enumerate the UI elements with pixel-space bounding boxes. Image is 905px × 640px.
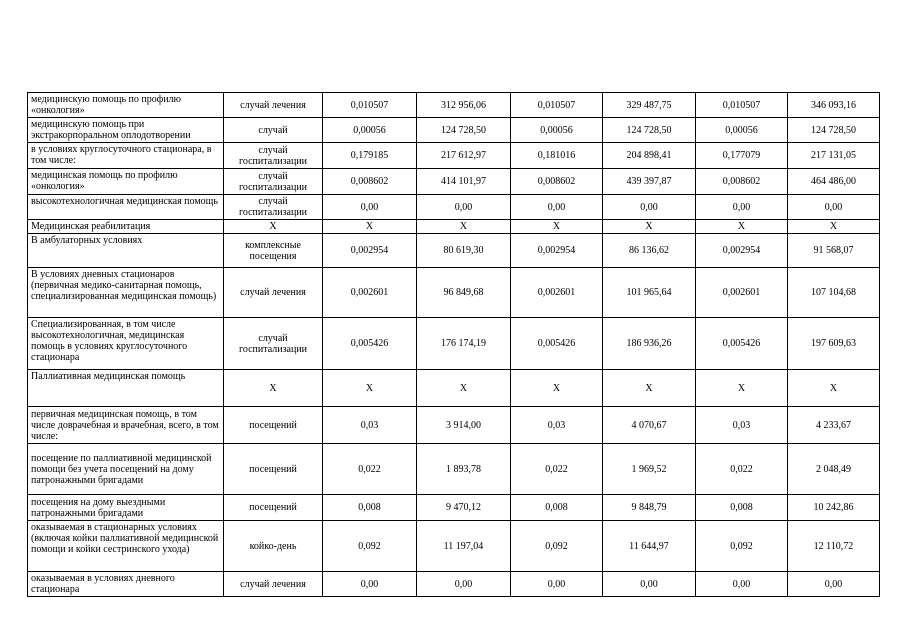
- row-unit-cell: комплексные посещения: [224, 234, 323, 268]
- value-cell: Х: [323, 370, 417, 407]
- value-cell: 0,179185: [323, 143, 417, 169]
- value-cell: 9 470,12: [417, 495, 511, 521]
- value-cell: 0,002601: [696, 268, 788, 318]
- row-unit-cell: посещений: [224, 407, 323, 444]
- table-row: [28, 143, 880, 169]
- value-cell: 12 110,72: [788, 521, 880, 572]
- row-name-cell: медицинскую помощь по профилю «онкология»: [28, 93, 224, 118]
- row-unit-cell: случай госпитализации: [224, 169, 323, 195]
- value-cell: 0,00: [323, 572, 417, 597]
- row-unit-cell: посещений: [224, 495, 323, 521]
- value-cell: 0,005426: [511, 318, 603, 370]
- value-cell: 0,092: [323, 521, 417, 572]
- value-cell: Х: [417, 370, 511, 407]
- value-cell: 0,002601: [511, 268, 603, 318]
- value-cell: 217 612,97: [417, 143, 511, 169]
- row-name-cell: в условиях круглосуточного стационара, в том числе:: [28, 143, 224, 169]
- value-cell: 312 956,06: [417, 93, 511, 118]
- value-cell: 0,005426: [323, 318, 417, 370]
- table-row: [28, 118, 880, 143]
- value-cell: Х: [788, 220, 880, 234]
- row-unit-cell: случай лечения: [224, 572, 323, 597]
- value-cell: 0,00: [511, 572, 603, 597]
- value-cell: 204 898,41: [603, 143, 696, 169]
- value-cell: 91 568,07: [788, 234, 880, 268]
- row-unit-cell: случай госпитализации: [224, 195, 323, 220]
- value-cell: 0,00: [417, 195, 511, 220]
- value-cell: 0,008602: [511, 169, 603, 195]
- value-cell: 464 486,00: [788, 169, 880, 195]
- row-name-cell: В амбулаторных условиях: [28, 234, 224, 268]
- table-row: [28, 370, 880, 407]
- table-row: [28, 572, 880, 597]
- value-cell: 0,00: [603, 572, 696, 597]
- value-cell: 0,00: [788, 572, 880, 597]
- value-cell: 0,005426: [696, 318, 788, 370]
- value-cell: 0,03: [511, 407, 603, 444]
- table-body: [28, 93, 880, 597]
- value-cell: 0,010507: [696, 93, 788, 118]
- table-row: [28, 93, 880, 118]
- row-unit-cell: случай лечения: [224, 268, 323, 318]
- row-unit-cell: случай госпитализации: [224, 143, 323, 169]
- table-row: [28, 268, 880, 318]
- value-cell: 197 609,63: [788, 318, 880, 370]
- value-cell: 0,008602: [696, 169, 788, 195]
- value-cell: Х: [417, 220, 511, 234]
- value-cell: 0,022: [511, 444, 603, 495]
- value-cell: 0,03: [696, 407, 788, 444]
- table-row: [28, 495, 880, 521]
- value-cell: 0,00: [696, 572, 788, 597]
- row-name-cell: первичная медицинская помощь, в том числе доврачебная и врачебная, всего, в том числе:: [28, 407, 224, 444]
- row-name-cell: посещение по паллиативной медицинской помощи без учета посещений на дому патронажными бригадами: [28, 444, 224, 495]
- value-cell: 10 242,86: [788, 495, 880, 521]
- row-unit-cell: Х: [224, 370, 323, 407]
- value-cell: 0,00: [417, 572, 511, 597]
- value-cell: 329 487,75: [603, 93, 696, 118]
- row-name-cell: медицинская помощь по профилю «онкология»: [28, 169, 224, 195]
- value-cell: 86 136,62: [603, 234, 696, 268]
- row-name-cell: Паллиативная медицинская помощь: [28, 370, 224, 407]
- value-cell: Х: [323, 220, 417, 234]
- row-unit-cell: посещений: [224, 444, 323, 495]
- value-cell: 0,002954: [323, 234, 417, 268]
- value-cell: 0,00: [788, 195, 880, 220]
- value-cell: 0,00056: [323, 118, 417, 143]
- value-cell: 346 093,16: [788, 93, 880, 118]
- value-cell: 1 893,78: [417, 444, 511, 495]
- value-cell: 0,03: [323, 407, 417, 444]
- table-row: [28, 220, 880, 234]
- value-cell: 124 728,50: [417, 118, 511, 143]
- value-cell: 176 174,19: [417, 318, 511, 370]
- value-cell: 0,181016: [511, 143, 603, 169]
- value-cell: 0,00: [603, 195, 696, 220]
- value-cell: 0,00: [511, 195, 603, 220]
- row-name-cell: В условиях дневных стационаров (первичная медико-санитарная помощь, специализированная медицинская помощь): [28, 268, 224, 318]
- row-name-cell: оказываемая в условиях дневного стационара: [28, 572, 224, 597]
- table-row: [28, 407, 880, 444]
- row-unit-cell: Х: [224, 220, 323, 234]
- value-cell: 0,002601: [323, 268, 417, 318]
- value-cell: 0,00056: [511, 118, 603, 143]
- row-name-cell: посещения на дому выездными патронажными бригадами: [28, 495, 224, 521]
- financial-table: [27, 92, 880, 597]
- value-cell: 0,00: [323, 195, 417, 220]
- table-row: [28, 169, 880, 195]
- row-unit-cell: случай госпитализации: [224, 318, 323, 370]
- value-cell: 0,010507: [511, 93, 603, 118]
- table-row: [28, 444, 880, 495]
- value-cell: 0,022: [696, 444, 788, 495]
- row-name-cell: высокотехнологичная медицинская помощь: [28, 195, 224, 220]
- table-row: [28, 195, 880, 220]
- value-cell: 1 969,52: [603, 444, 696, 495]
- value-cell: 3 914,00: [417, 407, 511, 444]
- table-row: [28, 318, 880, 370]
- value-cell: Х: [511, 220, 603, 234]
- value-cell: Х: [603, 220, 696, 234]
- value-cell: 107 104,68: [788, 268, 880, 318]
- value-cell: 0,092: [696, 521, 788, 572]
- value-cell: 0,092: [511, 521, 603, 572]
- row-name-cell: Медицинская реабилитация: [28, 220, 224, 234]
- value-cell: 186 936,26: [603, 318, 696, 370]
- value-cell: 4 233,67: [788, 407, 880, 444]
- value-cell: 2 048,49: [788, 444, 880, 495]
- row-unit-cell: койко-день: [224, 521, 323, 572]
- value-cell: 11 644,97: [603, 521, 696, 572]
- row-name-cell: медицинскую помощь при экстракорпоральном оплодотворении: [28, 118, 224, 143]
- table-row: [28, 234, 880, 268]
- value-cell: 0,008: [323, 495, 417, 521]
- value-cell: 124 728,50: [603, 118, 696, 143]
- value-cell: Х: [511, 370, 603, 407]
- value-cell: 439 397,87: [603, 169, 696, 195]
- value-cell: 0,177079: [696, 143, 788, 169]
- value-cell: 0,022: [323, 444, 417, 495]
- value-cell: 0,00056: [696, 118, 788, 143]
- value-cell: 414 101,97: [417, 169, 511, 195]
- value-cell: 0,00: [696, 195, 788, 220]
- row-unit-cell: случай: [224, 118, 323, 143]
- value-cell: Х: [696, 370, 788, 407]
- value-cell: 124 728,50: [788, 118, 880, 143]
- value-cell: 0,008: [696, 495, 788, 521]
- value-cell: Х: [603, 370, 696, 407]
- value-cell: 0,008: [511, 495, 603, 521]
- value-cell: 217 131,05: [788, 143, 880, 169]
- value-cell: 9 848,79: [603, 495, 696, 521]
- value-cell: 101 965,64: [603, 268, 696, 318]
- value-cell: 0,002954: [696, 234, 788, 268]
- table-row: [28, 521, 880, 572]
- value-cell: 0,010507: [323, 93, 417, 118]
- value-cell: 11 197,04: [417, 521, 511, 572]
- value-cell: Х: [696, 220, 788, 234]
- row-name-cell: Специализированная, в том числе высокотехнологичная, медицинская помощь в условиях круглосуточного стационара: [28, 318, 224, 370]
- value-cell: 80 619,30: [417, 234, 511, 268]
- value-cell: Х: [788, 370, 880, 407]
- row-unit-cell: случай лечения: [224, 93, 323, 118]
- row-name-cell: оказываемая в стационарных условиях (включая койки паллиативной медицинской помощи и койки сестринского ухода): [28, 521, 224, 572]
- value-cell: 4 070,67: [603, 407, 696, 444]
- value-cell: 0,002954: [511, 234, 603, 268]
- value-cell: 96 849,68: [417, 268, 511, 318]
- value-cell: 0,008602: [323, 169, 417, 195]
